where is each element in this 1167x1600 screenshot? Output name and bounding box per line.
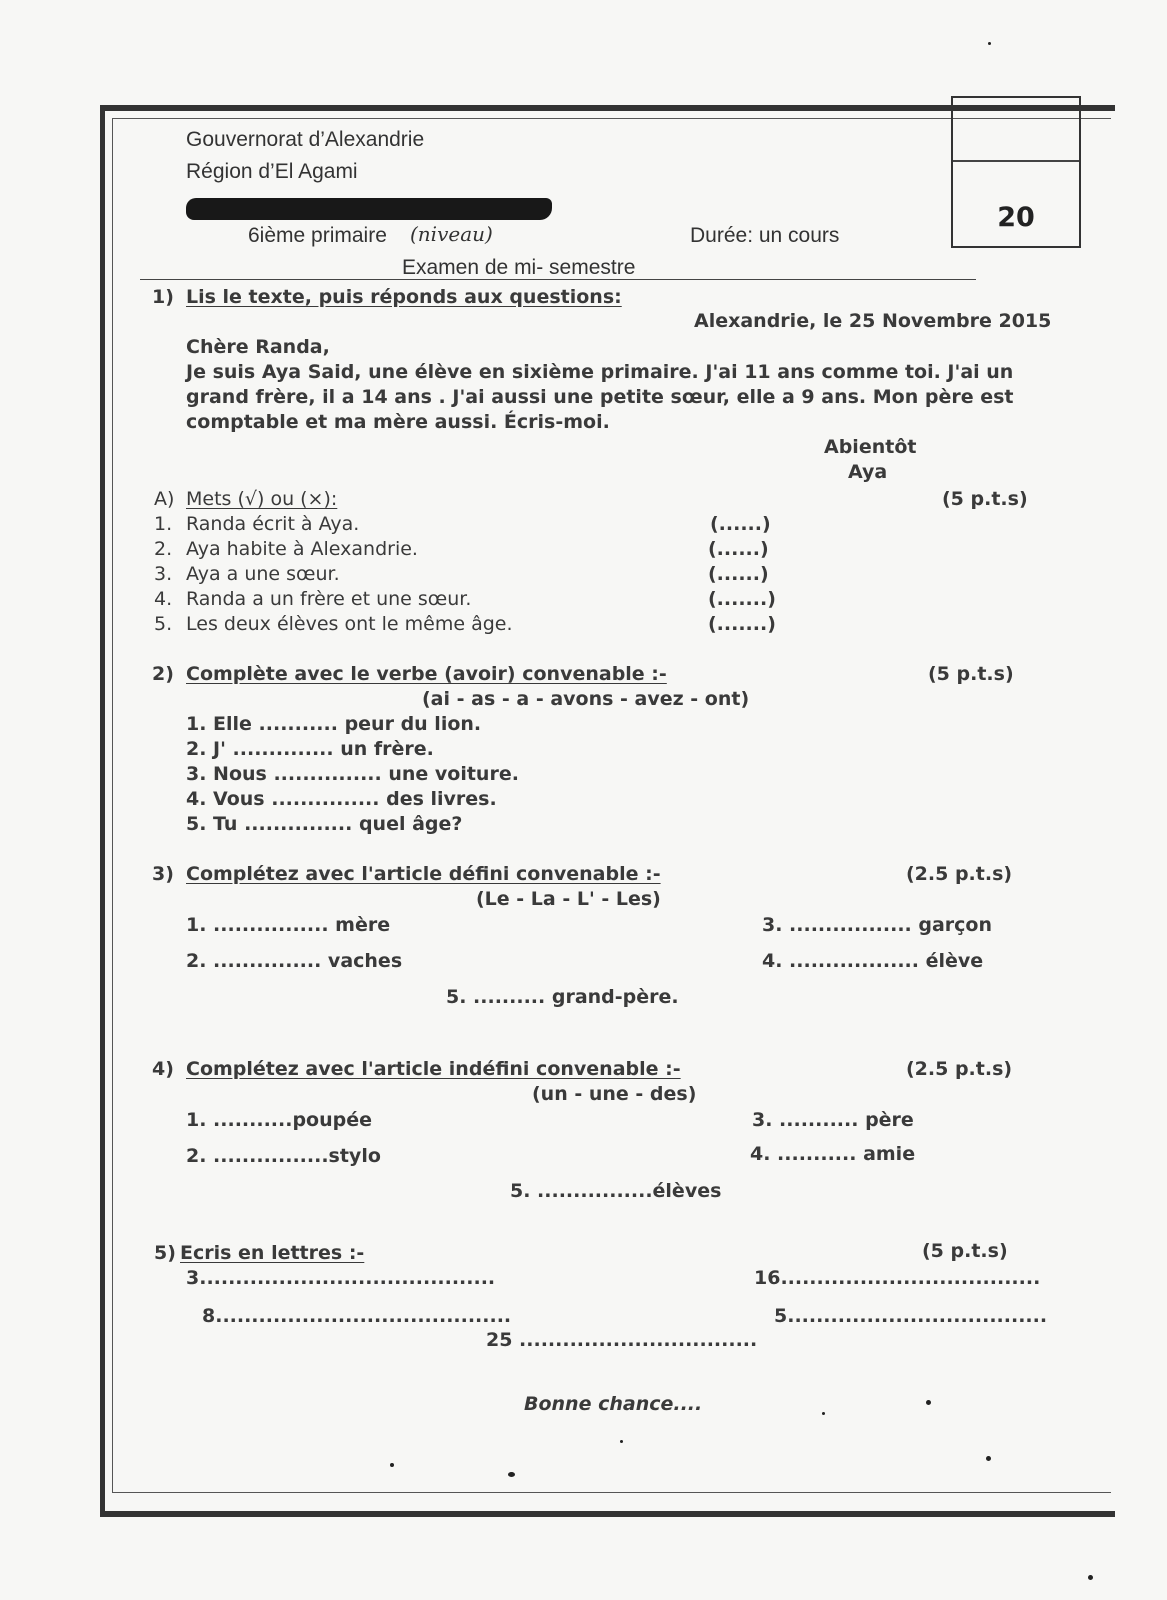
q3-item[interactable]: 5. .......... grand-père. — [446, 986, 679, 1008]
exam-duration: Durée: un cours — [690, 224, 840, 247]
grade-handwritten-note: (niveau) — [410, 222, 493, 246]
q5-points: (5 p.t.s) — [922, 1240, 1008, 1262]
letter-signature: Aya — [848, 461, 888, 483]
q3-item[interactable]: 3. ................. garçon — [762, 914, 993, 936]
tf-answer-blank[interactable]: (.......) — [708, 588, 776, 610]
q4-options: (un - une - des) — [532, 1083, 697, 1105]
letter-date: Alexandrie, le 25 Novembre 2015 — [694, 310, 1052, 332]
tf-item-text: Aya a une sœur. — [186, 563, 340, 585]
redacted-school-name — [186, 198, 552, 220]
tf-item-number: 1. — [154, 513, 173, 535]
q2-points: (5 p.t.s) — [928, 663, 1014, 685]
q2-item[interactable]: 3. Nous ............... une voiture. — [186, 763, 519, 785]
q5-instruction: Ecris en lettres :- — [180, 1242, 365, 1264]
q4-instruction: Complétez avec l'article indéfini convenable :- — [186, 1058, 681, 1080]
q4-item[interactable]: 5. ................élèves — [510, 1180, 722, 1202]
q4-item[interactable]: 4. ........... amie — [750, 1143, 916, 1165]
tf-answer-blank[interactable]: (......) — [710, 513, 771, 535]
tf-item-number: 4. — [154, 588, 173, 610]
q3-item[interactable]: 4. .................. élève — [762, 950, 984, 972]
tf-item-number: 2. — [154, 538, 173, 560]
letter-line: comptable et ma mère aussi. Écris-moi. — [186, 411, 610, 433]
q4-number: 4) — [152, 1058, 174, 1080]
letter-greeting: Chère Randa, — [186, 336, 330, 358]
tf-item-text: Randa écrit à Aya. — [186, 513, 360, 535]
q3-item[interactable]: 1. ................ mère — [186, 914, 391, 936]
q5-number: 5) — [154, 1242, 176, 1264]
tf-item-text: Aya habite à Alexandrie. — [186, 538, 418, 560]
q3-options: (Le - La - L' - Les) — [476, 888, 661, 910]
exam-title: Examen de mi- semestre — [402, 256, 636, 279]
scan-speck — [620, 1440, 623, 1443]
q2-number: 2) — [152, 663, 174, 685]
tf-answer-blank[interactable]: (.......) — [708, 613, 776, 635]
q4-item[interactable]: 2. ................stylo — [186, 1145, 381, 1167]
q2-item[interactable]: 5. Tu ............... quel âge? — [186, 813, 463, 835]
letter-closing: Abientôt — [824, 436, 917, 458]
q5-item[interactable]: 16.................................... — [754, 1267, 1041, 1289]
scan-speck — [988, 42, 991, 45]
tf-item-text: Les deux élèves ont le même âge. — [186, 613, 513, 635]
good-luck-footer: Bonne chance.... — [524, 1393, 703, 1415]
letter-line: Je suis Aya Said, une élève en sixième primaire. J'ai 11 ans comme toi. J'ai un — [186, 361, 1014, 383]
header-rule — [140, 279, 976, 280]
q5-item[interactable]: 3......................................... — [186, 1267, 496, 1289]
part-a-label: A) — [154, 488, 175, 510]
grade-level: 6ième primaire — [248, 224, 387, 247]
scan-speck — [390, 1463, 394, 1467]
q4-points: (2.5 p.t.s) — [906, 1058, 1013, 1080]
q2-item[interactable]: 4. Vous ............... des livres. — [186, 788, 497, 810]
q2-item[interactable]: 2. J' .............. un frère. — [186, 738, 434, 760]
q1-number: 1) — [152, 286, 174, 308]
q2-item[interactable]: 1. Elle ........... peur du lion. — [186, 713, 482, 735]
q4-item[interactable]: 1. ...........poupée — [186, 1109, 373, 1131]
q4-item[interactable]: 3. ........... père — [752, 1109, 914, 1131]
scan-speck — [986, 1456, 991, 1461]
score-divider — [953, 160, 1079, 162]
scan-speck — [1088, 1575, 1093, 1580]
tf-item-number: 5. — [154, 613, 173, 635]
scan-speck — [508, 1472, 515, 1477]
score-box — [951, 96, 1081, 248]
region: Région d’El Agami — [186, 160, 358, 183]
part-a-points: (5 p.t.s) — [942, 488, 1028, 510]
tf-item-number: 3. — [154, 563, 173, 585]
scan-speck — [926, 1400, 931, 1405]
q3-instruction: Complétez avec l'article défini convenable :- — [186, 863, 661, 885]
tf-item-text: Randa a un frère et une sœur. — [186, 588, 472, 610]
letter-line: grand frère, il a 14 ans . J'ai aussi une petite sœur, elle a 9 ans. Mon père est — [186, 386, 1014, 408]
q3-points: (2.5 p.t.s) — [906, 863, 1013, 885]
q3-number: 3) — [152, 863, 174, 885]
q2-instruction: Complète avec le verbe (avoir) convenable :- — [186, 663, 667, 685]
governorate: Gouvernorat d’Alexandrie — [186, 128, 425, 151]
q5-item[interactable]: 8......................................... — [202, 1305, 512, 1327]
tf-answer-blank[interactable]: (......) — [708, 538, 769, 560]
q3-item[interactable]: 2. ............... vaches — [186, 950, 403, 972]
q5-item[interactable]: 5.................................... — [774, 1305, 1048, 1327]
score-value: 20 — [997, 202, 1035, 233]
tf-answer-blank[interactable]: (......) — [708, 563, 769, 585]
q5-item[interactable]: 25 ................................. — [486, 1329, 758, 1351]
q1-instruction: Lis le texte, puis réponds aux questions: — [186, 286, 622, 308]
part-a-instruction: Mets (√) ou (×): — [186, 488, 338, 510]
q2-options: (ai - as - a - avons - avez - ont) — [422, 688, 750, 710]
scan-speck — [822, 1412, 825, 1415]
